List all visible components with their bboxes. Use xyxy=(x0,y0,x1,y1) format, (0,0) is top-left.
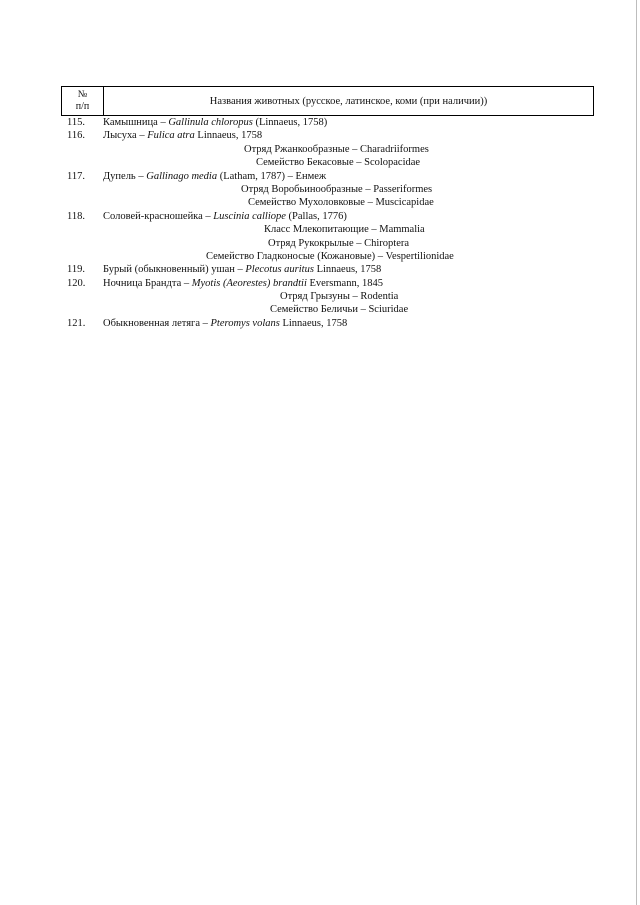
list-item xyxy=(61,129,594,142)
entry-number: 119. xyxy=(67,264,85,276)
number-sign: № xyxy=(77,89,88,100)
list-item xyxy=(61,277,594,290)
entry-text: Обыкновенная летяга – Pteromys volans Linnaeus, 1758 xyxy=(103,317,348,329)
table-header xyxy=(61,86,594,116)
page-edge-line xyxy=(636,0,637,905)
group-heading: Семейство Гладконосые (Кожановые) – Vespertilionidae xyxy=(206,250,454,262)
list-item xyxy=(61,263,594,276)
entry-text: Лысуха – Fulica atra Linnaeus, 1758 xyxy=(103,130,263,142)
entry-number: 117. xyxy=(67,170,85,182)
group-heading: Отряд Рукокрылые – Chiroptera xyxy=(268,237,410,249)
entry-text: Соловей-красношейка – Luscinia calliope (Pallas, 1776) xyxy=(103,210,347,222)
list-item xyxy=(61,210,594,223)
group-heading: Семейство Мухоловковые – Muscicapidae xyxy=(248,197,434,209)
entry-number: 121. xyxy=(67,317,86,329)
list-item xyxy=(61,116,594,129)
entry-number: 118. xyxy=(67,210,85,222)
group-heading: Отряд Ржанкообразные – Charadriiformes xyxy=(244,143,429,155)
group-heading: Семейство Бекасовые – Scolopacidae xyxy=(256,157,421,169)
entry-text: Дупель – Gallinago media (Latham, 1787) – Енмеж xyxy=(103,170,327,182)
names-column-header: Названия животных (русское, латинское, коми (при наличии)) xyxy=(209,95,488,107)
list-item xyxy=(61,317,594,330)
list-item xyxy=(61,170,594,183)
entry-number: 115. xyxy=(67,117,85,128)
entry-number: 120. xyxy=(67,277,86,289)
number-column-header xyxy=(62,87,104,115)
group-heading: Класс Млекопитающие – Mammalia xyxy=(264,224,425,236)
entry-number: 116. xyxy=(67,130,85,142)
entry-text: Ночница Брандта – Myotis (Aeorestes) brandtii Eversmann, 1845 xyxy=(103,277,383,289)
entry-text: Бурый (обыкновенный) ушан – Plecotus auritus Linnaeus, 1758 xyxy=(103,264,382,276)
number-abbr: п/п xyxy=(75,101,90,112)
species-list xyxy=(61,116,594,330)
group-heading: Семейство Беличьи – Sciuridae xyxy=(270,304,409,316)
entry-text: Камышница – Gallinula chloropus (Linnaeus, 1758) xyxy=(103,117,328,128)
group-heading: Отряд Грызуны – Rodentia xyxy=(280,291,399,303)
group-heading: Отряд Воробьинообразные – Passeriformes xyxy=(241,183,433,195)
